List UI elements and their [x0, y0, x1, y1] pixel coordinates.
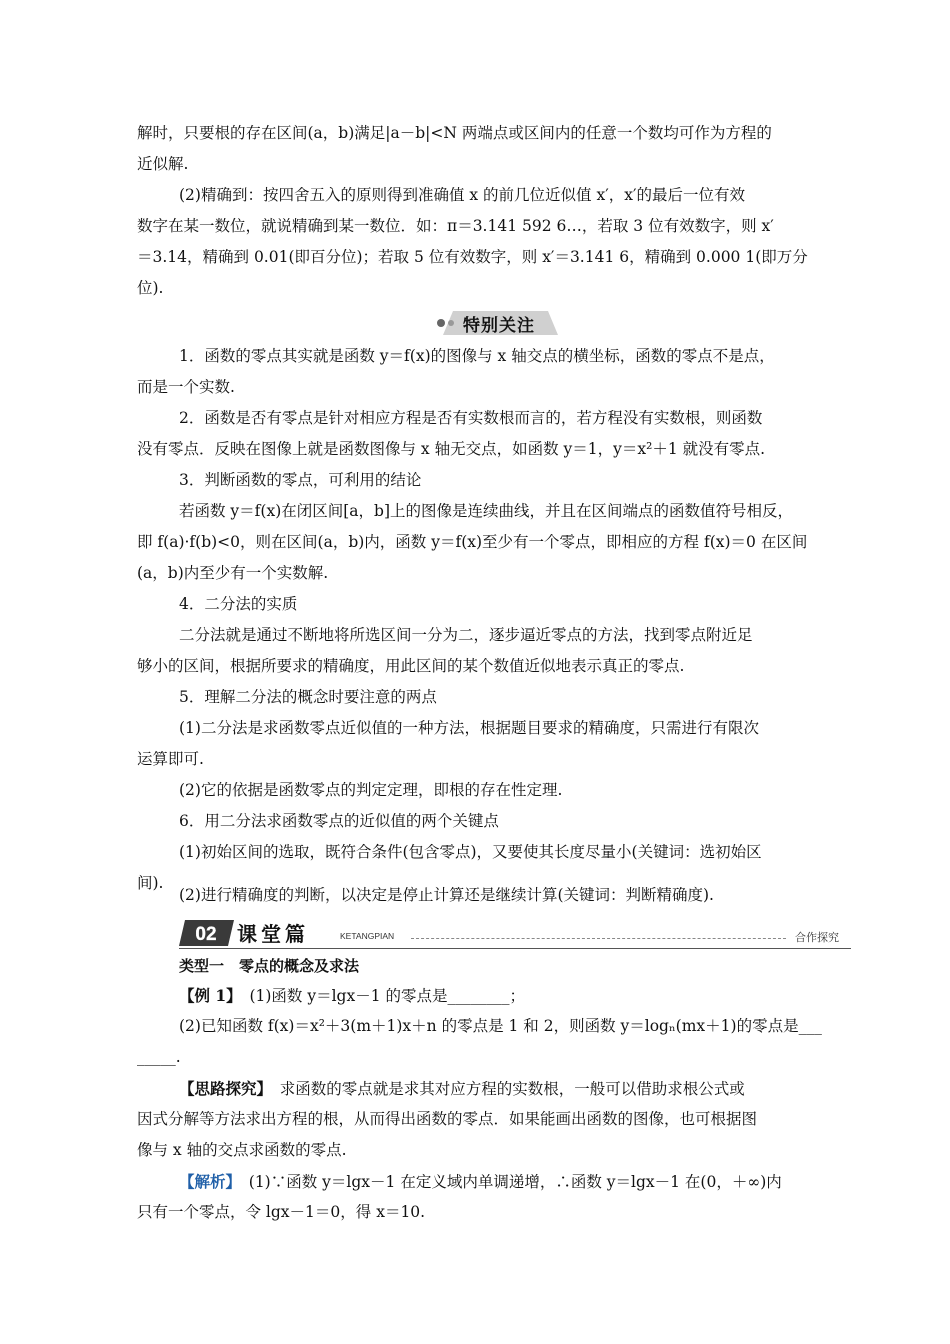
text-line: 没有零点．反映在图像上就是函数图像与 x 轴无交点，如函数 y＝1，y＝x²＋1 就没有零点.: [137, 440, 766, 458]
text-line: (1)二分法是求函数零点近似值的一种方法，根据题目要求的精确度，只需进行有限次: [179, 719, 759, 737]
text-line: 即 f(a)·f(b)<0，则在区间(a，b)内，函数 y＝f(x)至少有一个零点，即相应的方程 f(x)＝0 在区间: [137, 533, 808, 551]
text-line: 只有一个零点，令 lgx－1＝0，得 x＝10.: [137, 1203, 426, 1221]
solution-line: [179, 1166, 859, 1198]
think-tag: 【思路探究】: [179, 1079, 265, 1098]
section-rule: [179, 948, 851, 949]
text-line: 解时，只要根的存在区间(a，b)满足|a－b|<N 两端点或区间内的任意一个数均可作为方程的: [137, 124, 772, 142]
text-line: 数字在某一数位，就说精确到某一数位．如：π＝3.141 592 6…，若取 3 位有效数字，则 x′: [137, 217, 774, 235]
think-text: 求函数的零点就是求其对应方程的实数根，一般可以借助求根公式或: [264, 1080, 745, 1098]
text-line: 位).: [137, 279, 164, 297]
text-line: 够小的区间，根据所要求的精确度，用此区间的某个数值近似地表示真正的零点.: [137, 657, 685, 675]
text-line: 6．用二分法求函数零点的近似值的两个关键点: [179, 812, 499, 830]
text-line: 因式分解等方法求出方程的根，从而得出函数的零点．如果能画出函数的图像，也可根据图: [137, 1110, 758, 1128]
text-line: 像与 x 轴的交点求函数的零点.: [137, 1141, 347, 1159]
section-title: 课堂篇: [237, 922, 309, 946]
text-line: 运算即可.: [137, 750, 204, 768]
text-line: 二分法就是通过不断地将所选区间一分为二，逐步逼近零点的方法，找到零点附近足: [179, 626, 753, 644]
solution-text: (1)∵函数 y＝lgx－1 在定义域内单调递增，∴函数 y＝lgx－1 在(0，＋∞)内: [233, 1173, 782, 1191]
text-line: (2)它的依据是函数零点的判定定理，即根的存在性定理.: [179, 781, 563, 799]
text-line: _____.: [137, 1048, 181, 1066]
solution-tag: 【解析】: [179, 1172, 234, 1191]
text-line: 若函数 y＝f(x)在闭区间[a，b]上的图像是连续曲线，并且在区间端点的函数值符号相反，: [179, 502, 794, 520]
text-line: 3．判断函数的零点，可利用的结论: [179, 471, 422, 489]
section-dashline: [411, 938, 786, 939]
text-line: (1)初始区间的选取，既符合条件(包含零点)，又要使其长度尽量小(关键词：选初始区: [179, 843, 762, 861]
banner-label: 特别关注: [463, 316, 535, 336]
section-number: 02: [195, 924, 217, 945]
text-line: (a，b)内至少有一个实数解.: [137, 564, 329, 582]
text-line: 4．二分法的实质: [179, 595, 298, 613]
example-line: [179, 980, 859, 1012]
section-right-label: 合作探究: [795, 931, 839, 944]
type-heading: 类型一 零点的概念及求法: [179, 957, 360, 975]
section-number-badge: [179, 920, 234, 946]
text-line: 2．函数是否有零点是针对相应方程是否有实数根而言的，若方程没有实数根，则函数: [179, 409, 763, 427]
text-line: 间).: [137, 874, 164, 892]
example-tag: 【例 1】: [179, 986, 234, 1005]
text-line: 近似解.: [137, 155, 189, 173]
text-line: 5．理解二分法的概念时要注意的两点: [179, 688, 437, 706]
text-line: 而是一个实数.: [137, 378, 235, 396]
text-line: ＝3.14，精确到 0.01(即百分位)；若取 5 位有效数字，则 x′＝3.141 6，精确到 0.000 1(即万分: [137, 248, 808, 266]
example-text: (1)函数 y＝lgx－1 的零点是________；: [233, 987, 525, 1005]
text-line: (2)精确到：按四舍五入的原则得到准确值 x 的前几位近似值 x′，x′的最后一位有效: [179, 186, 746, 204]
section-english: KETANGPIAN: [340, 931, 395, 941]
think-line: [179, 1073, 859, 1105]
text-line: (2)已知函数 f(x)＝x²＋3(m＋1)x＋n 的零点是 1 和 2，则函数 y＝logₙ(mx＋1)的零点是___: [179, 1017, 822, 1035]
section-header: [179, 917, 851, 951]
special-attention-banner: [433, 309, 558, 337]
text-line: 1．函数的零点其实就是函数 y＝f(x)的图像与 x 轴交点的横坐标，函数的零点不是点，: [179, 347, 775, 365]
text-line: (2)进行精确度的判断，以决定是停止计算还是继续计算(关键词：判断精确度).: [179, 886, 714, 904]
